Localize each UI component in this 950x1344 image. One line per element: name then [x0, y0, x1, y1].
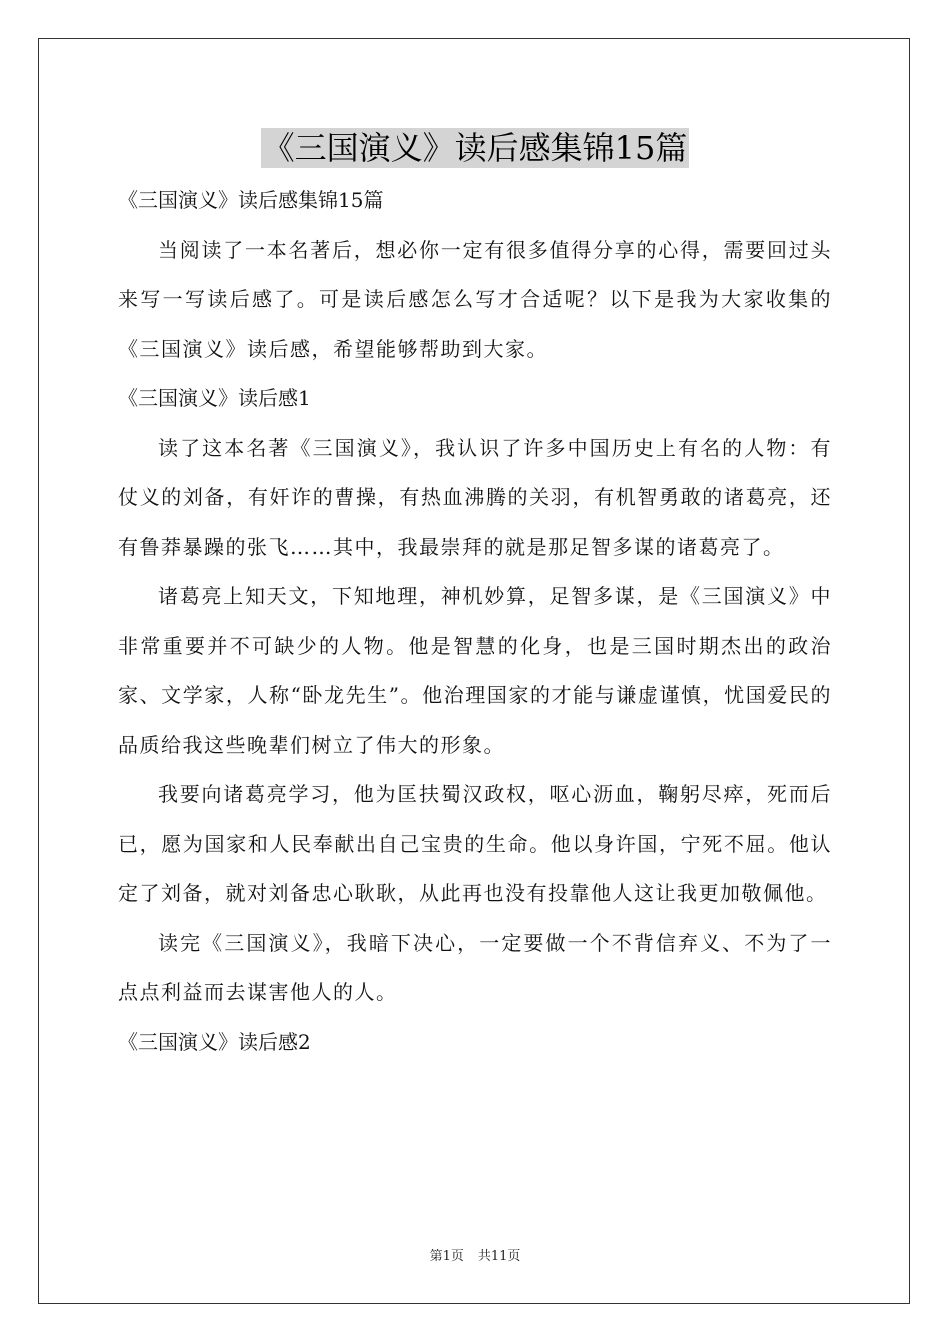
document-body [118, 176, 832, 1067]
section-heading-1: 《三国演义》读后感1 [118, 386, 311, 410]
paragraph: 诸葛亮上知天文，下知地理，神机妙算，足智多谋，是《三国演义》中非常重要并不可缺少的人物。他是智慧的化身，也是三国时期杰出的政治家、文学家，人称“卧龙先生”。他治理国家的才能与谦虚谨慎，忧国爱民的品质给我这些晚辈们树立了伟大的形象。 [118, 584, 832, 757]
intro-paragraph: 当阅读了一本名著后，想必你一定有很多值得分享的心得，需要回过头来写一写读后感了。可是读后感怎么写才合适呢？以下是我为大家收集的《三国演义》读后感，希望能够帮助到大家。 [118, 237, 832, 361]
paragraph: 读了这本名著《三国演义》，我认识了许多中国历史上有名的人物：有仗义的刘备，有奸诈的曹操，有热血沸腾的关羽，有机智勇敢的诸葛亮，还有鲁莽暴躁的张飞……其中，我最崇拜的就是那足智多谋的诸葛亮了。 [118, 435, 832, 559]
document-title: 《三国演义》读后感集锦15篇 [262, 129, 688, 167]
section-heading-2: 《三国演义》读后感2 [118, 1029, 311, 1054]
page-number: 第1页 [429, 1249, 464, 1264]
paragraph: 我要向诸葛亮学习，他为匡扶蜀汉政权，呕心沥血，鞠躬尽瘁，死而后已，愿为国家和人民奉献出自己宝贵的生命。他以身许国，宁死不屈。他认定了刘备，就对刘备忠心耿耿，从此再也没有投靠他人这让我更加敬佩他。 [118, 782, 832, 905]
paragraph: 读完《三国演义》，我暗下决心，一定要做一个不背信弃义、不为了一点点利益而去谋害他人的人。 [118, 930, 832, 1004]
page-footer [0, 1248, 950, 1266]
document-subtitle: 《三国演义》读后感集锦15篇 [118, 188, 384, 212]
title-container [0, 128, 950, 168]
page-total: 共11页 [477, 1249, 521, 1264]
